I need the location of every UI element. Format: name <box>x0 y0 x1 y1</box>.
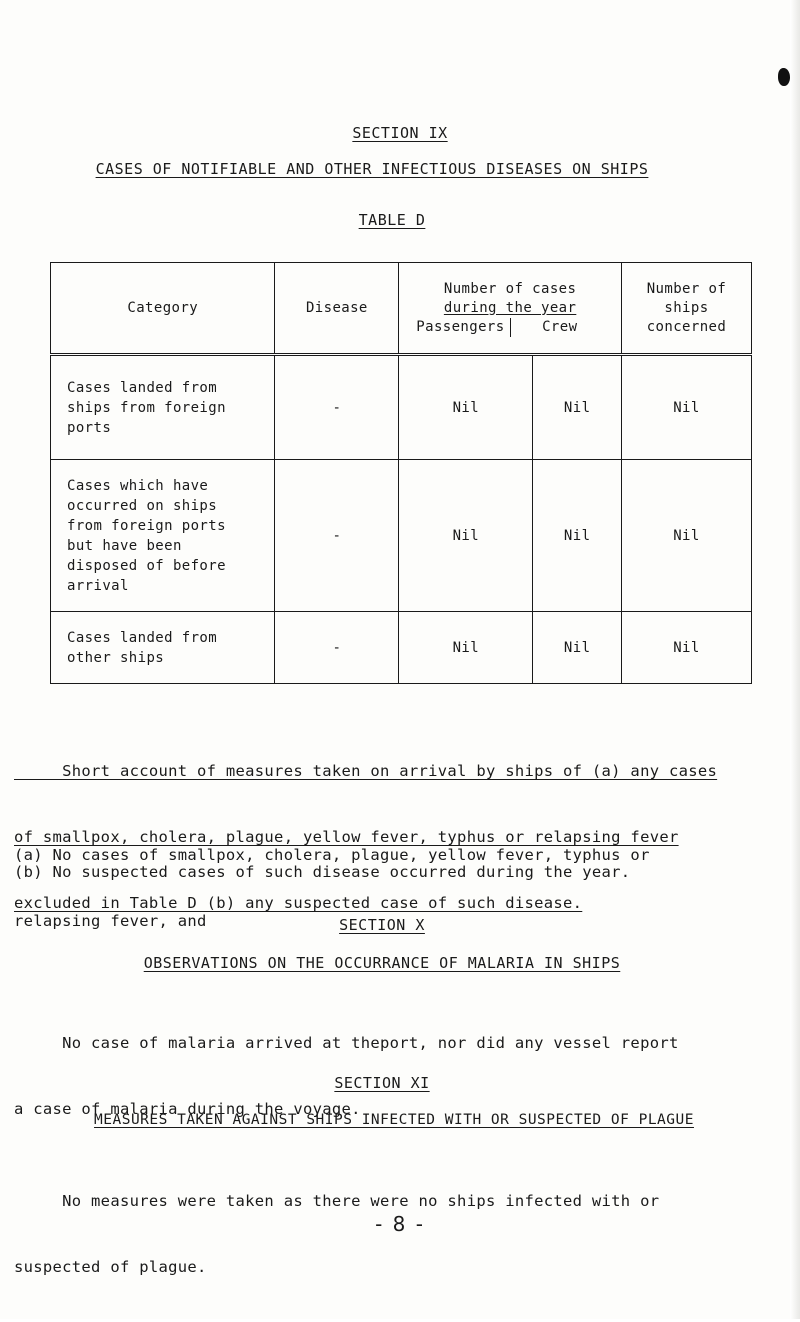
table-row <box>51 460 752 612</box>
table-row <box>51 355 752 460</box>
row-ships: Nil <box>621 460 751 612</box>
item-a <box>14 800 650 976</box>
body-line: No measures were taken as there were no ships infected with or <box>14 1192 660 1210</box>
item-a-line: (a) No cases of smallpox, cholera, plague, yellow fever, typhus or <box>14 846 650 864</box>
body-line: No case of malaria arrived at theport, nor did any vessel report <box>14 1034 679 1052</box>
header-ships-line3: concerned <box>646 318 727 335</box>
category-line: but have been <box>67 537 182 554</box>
row-category <box>51 355 275 460</box>
row-category <box>51 612 275 684</box>
category-line: occurred on ships <box>67 497 218 514</box>
category-line: Cases which have <box>67 477 209 494</box>
body-line: a case of malaria during the voyage. <box>14 1100 361 1118</box>
row-disease: - <box>275 460 399 612</box>
row-disease: - <box>275 355 399 460</box>
category-line: Cases landed from <box>67 379 218 396</box>
item-a-line: relapsing fever, and <box>14 912 207 930</box>
ink-blot <box>778 68 790 86</box>
item-b: (b) No suspected cases of such disease occurred during the year. <box>14 863 631 881</box>
table-header-row <box>51 263 752 355</box>
category-line: ships from foreign <box>67 399 226 416</box>
row-ships: Nil <box>621 612 751 684</box>
header-category: Category <box>51 263 275 355</box>
header-ships-concerned <box>621 263 751 355</box>
category-line: arrival <box>67 577 129 594</box>
heading-line: excluded in Table D (b) any suspected case of such disease. <box>14 894 583 912</box>
row-passengers: Nil <box>399 355 533 460</box>
header-cases-line1: Number of cases <box>443 280 577 297</box>
category-line: disposed of before <box>67 557 226 574</box>
header-ships-line1: Number of <box>646 280 727 297</box>
section-xi-subtitle: MEASURES TAKEN AGAINST SHIPS INFECTED WITH OR SUSPECTED OF PLAGUE <box>94 1112 694 1128</box>
row-passengers: Nil <box>399 612 533 684</box>
header-passengers: Passengers <box>416 318 505 335</box>
section-x-title: SECTION X <box>339 916 425 934</box>
section-ix-title: SECTION IX <box>352 124 448 142</box>
section-x-subtitle: OBSERVATIONS ON THE OCCURRANCE OF MALARIA IN SHIPS <box>143 954 621 972</box>
category-line: ports <box>67 419 112 436</box>
page-number: - 8 - <box>375 1212 425 1236</box>
section-ix-subtitle: CASES OF NOTIFIABLE AND OTHER INFECTIOUS DISEASES ON SHIPS <box>95 160 649 178</box>
header-ships-line2: ships <box>664 299 709 316</box>
row-passengers: Nil <box>399 460 533 612</box>
header-cases-line2: during the year <box>443 299 577 316</box>
row-category <box>51 460 275 612</box>
category-line: from foreign ports <box>67 517 226 534</box>
heading-line: Short account of measures taken on arrival by ships of (a) any cases <box>14 762 718 780</box>
heading-line: of smallpox, cholera, plague, yellow fever, typhus or relapsing fever <box>14 828 679 846</box>
header-number-of-cases <box>399 263 622 355</box>
row-crew: Nil <box>533 355 622 460</box>
table-label: TABLE D <box>358 211 426 229</box>
header-crew: Crew <box>510 318 609 337</box>
category-line: other ships <box>67 649 165 666</box>
disease-table <box>50 262 752 684</box>
section-xi-title: SECTION XI <box>334 1074 430 1092</box>
row-disease: - <box>275 612 399 684</box>
table-row <box>51 612 752 684</box>
row-crew: Nil <box>533 460 622 612</box>
row-crew: Nil <box>533 612 622 684</box>
body-line: suspected of plague. <box>14 1258 207 1276</box>
header-disease: Disease <box>275 263 399 355</box>
header-cases-split <box>399 318 621 337</box>
category-line: Cases landed from <box>67 629 218 646</box>
row-ships: Nil <box>621 355 751 460</box>
